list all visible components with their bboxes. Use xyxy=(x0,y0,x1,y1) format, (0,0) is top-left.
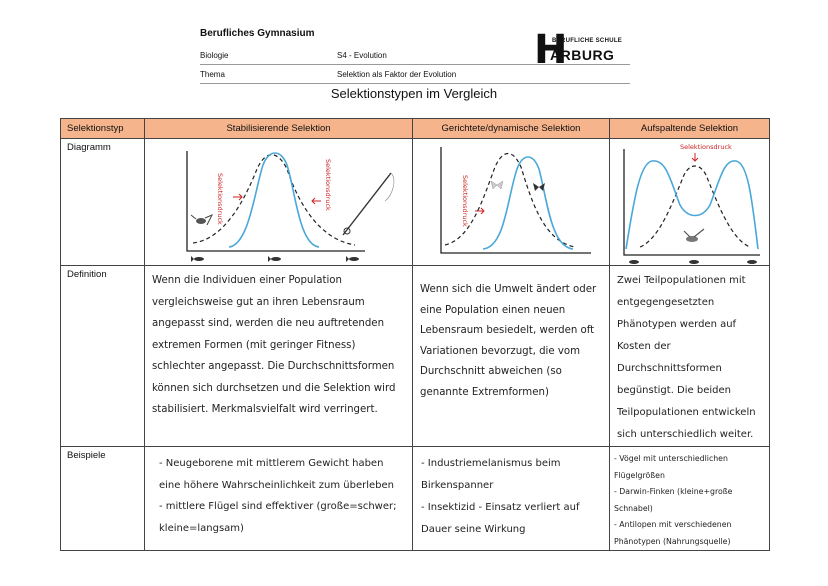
examples-stabilizing xyxy=(145,447,412,539)
logo-bottom-text: ARBURG xyxy=(550,47,615,63)
examples-directional xyxy=(413,447,609,541)
moth-icon xyxy=(533,183,545,191)
list-item: - Neugeborene mit mittlerem Gewicht haben eine höhere Wahrscheinlichkeit zum überleben xyxy=(159,458,394,491)
list-item: - Vögel mit unterschiedlichen Flügelgrößen xyxy=(614,454,728,480)
pressure-label-right: Selektionsdruck xyxy=(324,159,332,211)
divider xyxy=(200,83,630,84)
definition-directional: Wenn sich die Umwelt ändert oder eine Population einen neuen Lebensraum besiedelt, werden oft Variationen bevorzugt, die vom Durchschnitt abweichen (so genannte Extremformen) xyxy=(420,284,597,398)
list-item: - Darwin-Finken (kleine+große Schnabel) xyxy=(614,487,733,513)
definition-stabilizing: Wenn die Individuen einer Population vergleichsweise gut an ihren Lebensraum angepasst sind, werden die neu auftretenden extremen Formen (mit geringer Fitness) schlechter angepasst. Die Durchschnittsformen können sich durchsetzen und die Selektion wird stabilisiert. Merkmalsvielfalt wird verringert. xyxy=(152,275,396,415)
comparison-table xyxy=(60,118,770,551)
page-title: Selektionstypen im Vergleich xyxy=(330,86,498,101)
row-label: Definition xyxy=(61,266,145,447)
examples-cell xyxy=(145,447,413,551)
logo-top-text: BERUFLICHE SCHULE xyxy=(552,38,623,44)
moth-icon xyxy=(491,181,503,189)
topic-label: Thema xyxy=(200,70,225,79)
column-header: Gerichtete/dynamische Selektion xyxy=(413,119,610,139)
table-row xyxy=(61,139,770,266)
diagram-directional xyxy=(413,139,610,266)
definition-cell xyxy=(145,266,413,447)
definition-cell xyxy=(610,266,770,447)
column-header: Aufspaltende Selektion xyxy=(610,119,770,139)
row-label: Diagramm xyxy=(61,139,145,266)
pressure-label: Selektionsdruck xyxy=(680,143,732,151)
diagram-disruptive xyxy=(610,139,770,266)
logo-letter: H xyxy=(534,27,568,73)
fish-icon xyxy=(629,260,639,264)
fish-icon xyxy=(747,260,757,264)
fishing-rod-icon xyxy=(343,173,394,235)
list-item: - Antilopen mit verschiedenen Phänotypen (Nahrungsquelle) xyxy=(614,520,732,546)
bird-icon xyxy=(684,229,704,242)
list-item: - mittlere Flügel sind effektiver (große=schwer; kleine=langsam) xyxy=(159,501,397,534)
directional-diagram xyxy=(413,139,608,265)
subject-value: S4 - Evolution xyxy=(337,51,387,60)
fish-icon xyxy=(268,256,281,262)
hummingbird-icon xyxy=(191,215,212,225)
examples-cell xyxy=(610,447,770,551)
examples-cell xyxy=(413,447,610,551)
list-item: - Insektizid - Einsatz verliert auf Dauer seine Wirkung xyxy=(421,502,580,535)
definition-disruptive: Zwei Teilpopulationen mit entgegengesetzten Phänotypen werden auf Kosten der Durchschnittsformen begünstigt. Die beiden Teilpopulationen entwickeln sich unterschiedlich weiter. xyxy=(617,275,756,440)
definition-cell xyxy=(413,266,610,447)
column-header: Selektionstyp xyxy=(61,119,145,139)
diagram-stabilizing xyxy=(145,139,413,266)
stabilizing-diagram xyxy=(145,139,411,265)
fish-icon xyxy=(191,256,204,262)
subject-label: Biologie xyxy=(200,51,229,60)
school-name: Berufliches Gymnasium xyxy=(200,28,315,39)
table-row xyxy=(61,447,770,551)
disruptive-diagram xyxy=(610,139,768,265)
row-label: Beispiele xyxy=(61,447,145,551)
table-header-row xyxy=(61,119,770,139)
column-header: Stabilisierende Selektion xyxy=(145,119,413,139)
table-row xyxy=(61,266,770,447)
topic-value: Selektion als Faktor der Evolution xyxy=(337,70,457,79)
examples-disruptive xyxy=(610,447,769,550)
pressure-label: Selektionsdruck xyxy=(461,175,469,227)
school-logo xyxy=(534,27,623,73)
fish-icon xyxy=(346,256,359,262)
fish-icon xyxy=(689,260,699,264)
list-item: - Industriemelanismus beim Birkenspanner xyxy=(421,458,561,491)
pressure-label-left: Selektionsdruck xyxy=(216,173,224,225)
